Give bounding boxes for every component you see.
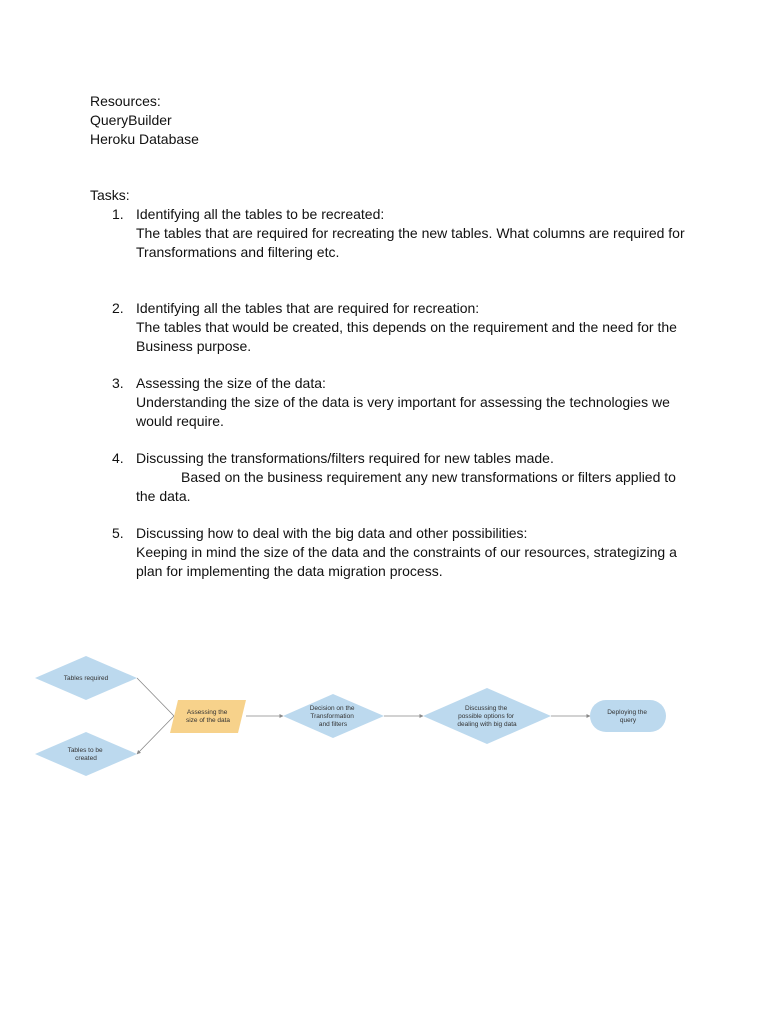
task-title: Identifying all the tables to be recreated:: [136, 206, 385, 222]
task-body-line: The tables that are required for recreating the new tables. What columns are required for: [136, 225, 685, 241]
task-body-line: would require.: [136, 413, 224, 429]
node-label: [64, 675, 109, 682]
resource-item: QueryBuilder: [90, 112, 172, 128]
node-label-line: Decision on the: [309, 705, 355, 712]
node-label-line: possible options for: [458, 713, 515, 720]
node-label-line: Tables required: [63, 675, 109, 682]
task-number: 4.: [112, 450, 124, 466]
node-tables-created: [35, 732, 137, 776]
node-label-line: Deploying the: [607, 709, 647, 716]
task-body-line: The tables that would be created, this depends on the requirement and the need for the: [136, 319, 677, 335]
task-title: Identifying all the tables that are required for recreation:: [136, 300, 480, 316]
node-label-line: dealing with big data: [457, 721, 517, 728]
task-number: 3.: [112, 375, 124, 391]
node-deploying: [590, 700, 666, 732]
node-label-line: size of the data: [185, 717, 231, 724]
flow-edge: [137, 678, 174, 716]
node-label: [457, 705, 517, 728]
task-number: 1.: [112, 206, 124, 222]
task-body-line: Understanding the size of the data is very important for assessing the technologies we: [136, 394, 670, 410]
task-title: Discussing the transformations/filters required for new tables made.: [136, 450, 554, 466]
node-label-line: Transformation: [310, 713, 354, 720]
task-body-line: Business purpose.: [136, 338, 252, 354]
task-body-line: Keeping in mind the size of the data and the constraints of our resources, strategizing a: [136, 544, 677, 560]
task-body-line: plan for implementing the data migration process.: [136, 563, 443, 579]
node-label: [186, 709, 230, 724]
flow-edge: [137, 716, 174, 754]
resources-label: Resources:: [90, 93, 161, 109]
tasks-label: Tasks:: [90, 187, 130, 203]
node-label-line: and filters: [318, 721, 348, 728]
task-body-line: the data.: [136, 488, 191, 504]
node-label-line: Assessing the: [186, 709, 228, 716]
node-label-line: created: [75, 755, 97, 762]
task-title: Assessing the size of the data:: [136, 375, 326, 391]
resource-item: Heroku Database: [90, 131, 199, 147]
task-body-text: Based on the business requirement any new transformations or filters applied to: [181, 469, 676, 485]
node-label-line: Tables to be: [67, 747, 103, 754]
task-number: 5.: [112, 525, 124, 541]
task-title: Discussing how to deal with the big data and other possibilities:: [136, 525, 528, 541]
task-body-line: Transformations and filtering etc.: [136, 244, 340, 260]
task-number: 2.: [112, 300, 124, 316]
node-label-line: query: [619, 717, 637, 724]
node-label-line: Discussing the: [464, 705, 508, 712]
